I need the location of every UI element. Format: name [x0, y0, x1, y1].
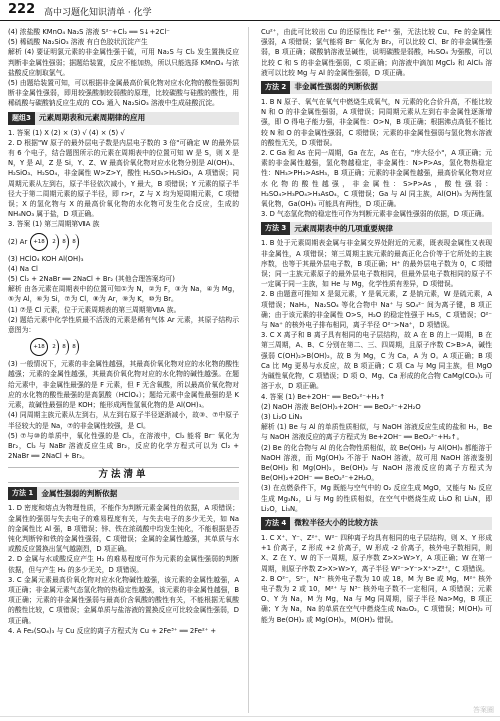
answer-line: 解析 由各元素在周期表中的位置可知①为 N，②为 F，③为 Na，④为 Mg，⑤为 Al，⑥为 Si，⑦为 Cl，⑧为 Ar，⑨为 K，⑩为 Br。	[8, 285, 239, 304]
section-title: 元素周期表和元素周期律的应用	[38, 113, 146, 123]
answer-line: 1. D 密度和熔点为物理性质，不能作为判断元素金属性的依据，A 项错误；金属性的强弱与失去电子的难易程度有关，与失去电子的多少无关，如 Na 的金属性比 Al 强，B 项错误；锌、铁在浓硫酸中均发生钝化，不能根据是否钝化判断锌和铁的金属性强弱，C 项错误；金属的金属性越强，其单质与水或酸反应置换出氢气越剧烈，D 项正确。	[8, 504, 239, 554]
section-tag: 题组3	[8, 112, 35, 125]
bottom-rule	[0, 716, 500, 717]
section-tag: 方法 3	[261, 222, 290, 235]
column-divider	[248, 27, 249, 713]
section-tag: 方法 1	[8, 487, 37, 500]
section-title: 非金属性强弱的判断依据	[294, 82, 378, 92]
answer-line: (3) 在点燃条件下，Mg 既能与空气中的 O₂ 反应生成 MgO，又能与 N₂ 反应生成 Mg₃N₂，Li 与 Mg 的性质相似，在空气中燃烧生成 Li₂O 和 Li₃N，即 Li₂O，Li₃N。	[261, 484, 492, 513]
method-list-title: 方法清单	[98, 469, 149, 481]
section-bar-nonmetallicity	[261, 81, 492, 94]
electron-shell: 8	[70, 234, 79, 250]
section-bar-particle-radius	[261, 517, 492, 530]
answer-line: 2. B 由题意可推知 X 是氮元素，Y 是氧元素，Z 是钠元素，W 是硫元素，A 项错误；NaH₂，Na₂SO₄ 等化合物中 Na⁺ 与 SO₄²⁻ 间为离子键，B 项正确；由于该元素的非金属性 O>S，H₂O 的稳定性强于 H₂S，C 项错误；O²⁻ 与 Na⁺ 的核外电子排布相同，离子半径 O²⁻>Na⁺，D 项错误。	[261, 290, 492, 330]
section-bar-metallicity	[8, 487, 239, 500]
section-title: 金属性强弱的判断依据	[41, 488, 118, 498]
left-top-line: 解析 (4) 要证明氯元素的非金属性强于硫，可用 Na₂S 与 Cl₂ 发生置换反应判断非金属性强弱；据题给装置，反应不能加热，所以只能选择 KMnO₄ 与浓盐酸反应制取氯气。	[8, 48, 239, 77]
answer-line: (2) Be 的化合物与 Al 的化合物性质相似，故 Be(OH)₂ 与 Al(OH)₃ 都能溶于 NaOH 溶液，而 Mg(OH)₂ 不溶于 NaOH 溶液，故可用 NaOH 溶液鉴别 Be(OH)₂ 和 Mg(OH)₂，Be(OH)₂ 与 NaOH 溶液反应的离子方程式为 Be(OH)₂+2OH⁻ ══ BeO₂²⁻+2H₂O。	[261, 443, 492, 483]
atom-label: (2) Ar	[8, 237, 28, 246]
answer-line: 3. C X 离子和 B 离子具有相同的电子层结构，故 A 在 B 的上一周期，B 在第三周期，A、B、C 分别在第二、三、四周期，且原子序数 C>B>A，碱性强弱 C(OH)₂>B(OH)₂，故 B 为 Mg，C 为 Ca，A 为 O。A 项正确；B 项 Ca 比 Mg 更易与水反应，故 B 项正确；C 项 Ca 与 Mg 同主族，但 MgO 为碱性氧化物，C 项错误；D 项 O、Mg、Ca 形成的化合物 CaMg(CO₃)₂ 可溶于水，D 项正确。	[261, 331, 492, 391]
electron-shell: 2	[50, 234, 59, 250]
answer-line: 2. C Ga 和 As 在同一周期，Ga 在左，As 在右，"序大径小"，A 项正确；元素的非金属性越强，氢化物越稳定，非金属性：N>P>As，氢化物热稳定性：NH₃>PH₃>AsH₃，B 项正确；元素的非金属性越强，最高价氧化物对应水化物的酸性越强，非金属性：S>P>As，酸性强弱：H₂SO₄>H₃PO₄>H₃AsO₄，C 项错误；Ga 与 Al 同主族，Al(OH)₃ 为两性氢氧化物，Ga(OH)₃ 可能具有两性，D 项正确。	[261, 149, 492, 209]
answer-line: (1) ⑦是 Cl 元素，位于元素周期表的第三周期第ⅦA 族。	[8, 305, 181, 314]
answer-line: 1. 答案 (1) X (2) × (3) √ (4) × (5) √	[8, 128, 125, 137]
left-column	[8, 27, 239, 717]
left-top-line: (5) 由题给装置可知，可以根据非金属最高价氧化物对应水化物的酸性强弱判断非金属性强弱，即用较强酸制较弱酸的原理，比较碳酸与硅酸的酸性，用稀硫酸与碳酸钠反应生成的 CO₂ 通入 Na₂SiO₃ 溶液中生成硅酸沉淀。	[8, 79, 239, 108]
answer-line: (3) HClO₄ KOH Al(OH)₃	[8, 254, 84, 263]
answer-line: 1. B 处于元素周期表金属与非金属交界处附近的元素，既表现金属性又表现非金属性，A 项错误；第三周期主族元素的最高正化合价等于它所处的主族序数，也等于其最外层电子数，B 项正确；H⁺ 的最外层电子数为 0，C 项错误；同一主族元素原子的最外层电子数相同，但最外层电子数相同的原子不一定属于同一主族，如 He 与 Mg，化学性质有差异，D 项错误。	[261, 239, 492, 289]
answer-line: (3) 一般情况下，元素的非金属性越强，其最高价氧化物对应的水化物的酸性越强；元素的金属性越强，其最高价氧化物对应的水化物的碱性越强。在题给元素中，非金属性最强的是 F 元素，但 F 无含氧酸，所以最高价氧化物对应的水化物的酸性最强的是高氯酸（HClO₄）；题给元素中金属性最强的是 K 元素，故碱性最强的是 KOH；能形成两性氢氧化物的是 Al(OH)₃。	[8, 360, 239, 410]
page-number: 222	[8, 2, 36, 17]
answer-line: 1. C X⁺、Y⁻、Z²⁺、W²⁻ 四种离子均具有相同的电子层结构，则 X、Y 形成 +1 价离子，Z 形成 +2 价离子，W 形成 -2 价离子，核外电子数相同，则 X、Z 在 Y、W 的下一周期，原子序数 Z>X>W>Y，A 项正确；W 在第一周期，则原子序数 Z>X>W>Y，离子半径 W²⁻>Y⁻>X⁺>Z²⁺，C 项错误。	[261, 533, 492, 573]
electron-shell: 8	[60, 234, 69, 250]
section-bar-periodic-rules	[261, 222, 492, 235]
answer-line: (5) Cl₂ + 2NaBr ══ 2NaCl + Br₂ (其他合理答案均可)	[8, 275, 175, 284]
section-bar-periodic-table	[8, 112, 239, 125]
right-column	[261, 27, 492, 717]
answer-line: 3. C 金属元素最高价氧化物对应水化物碱性越强，该元素的金属性越强，A 项正确；非金属元素气态氢化物的热稳定性越强，该元素的非金属性越强，B 项正确；元素的非金属性强弱与最高价含氧酸的酸性有关，不能根据无氧酸的酸性比较，C 项错误；金属单质与盐溶液的置换反应可比较金属性强弱，D 项正确。	[8, 575, 239, 625]
answer-line: (4) Na Cl	[8, 264, 38, 273]
atomic-structure-diagram	[8, 231, 239, 253]
answer-line: (5) ⑦与⑩的单质中，氧化性强的是 Cl₂，在溶液中，Cl₂ 能将 Br⁻ 氧化为 Br₂，Cl₂ 与 NaBr 溶液反应生成 Br₂，反应的化学方程式可以为 Cl₂ + 2NaBr ══ 2NaCl + Br₂。	[8, 431, 239, 461]
page-header	[0, 0, 500, 21]
section-tag: 方法 2	[261, 81, 290, 94]
electron-shell: 8	[70, 339, 79, 355]
atom-nucleus: +18	[30, 338, 48, 356]
atom-nucleus: +18	[30, 233, 48, 251]
answer-line: (4) 同周期主族元素从左到右，从左到右原子半径逐渐减小，故③、⑦中原子半径较大的是 Na，⑦的非金属性较强，是 Cl。	[8, 411, 239, 430]
answer-line: 2. D 金属与水或酸反应产生 H₂ 的难易程度可作为元素的金属性强弱的判断依据，但与产生 H₂ 的多少无关，D 项错误。	[8, 555, 239, 574]
watermark: 答案圈	[473, 706, 494, 714]
section-tag: 方法 4	[261, 517, 290, 530]
answer-line: 2. D 根据"W 原子的最外层电子数是内层电子数的 3 倍"可确定 W 的最外层有 6 个电子，结合题图所示的元素在周期表中的位置可知 W 是 S，则 X 是 N，Y 是 Al，Z 是 Si，Y、Z、W 最高价氧化物对应水化物分别是 Al(OH)₃、H₂SiO₃、H₂SO₄，非金属性 W>Z>Y，酸性 H₂SO₄>H₂SiO₃，A 项错误；同周期元素从左到右，原子半径依次减小，Y 最大，B 项错误；Y 元素的原子半径大于第二周期元素的原子半径，即 r>r，Z 与 X 均为短周期元素，C 项错误；X 的氢化物与 X 的最高价氧化物的水化物可发生化合反应，生成的 NH₄NO₃ 属于盐，D 项正确。	[8, 138, 239, 219]
answer-line: 3. D 气态氢化物的稳定性可作为判断元素非金属性强弱的依据，D 项正确。	[261, 210, 489, 219]
answer-line: (2) NaOH 溶液 Be(OH)₂+2OH⁻ ══ BeO₂²⁻+2H₂O	[261, 402, 421, 411]
answer-line: 3. 答案 (1) 第三周期第ⅦA 族	[8, 220, 100, 229]
answer-line: (2) 题给元素中化学性质最不活泼的元素是稀有气体 Ar 元素，其原子结构示意图为：	[8, 315, 239, 335]
answer-line: 2. B O²⁻，S²⁻，N³⁻ 核外电子数为 10 或 18，M 为 Be 或 Mg，M²⁺ 核外电子数为 2 或 10，M²⁺ 与 N³⁻ 核外电子数不一定相同，A 项错误；元素 O、Y 为 Na，M 为 Mg，Na 与 Mg 同周期，原子半径 Na>Mg，B 项正确；Y 为 Na，Na 的单质在空气中燃烧生成 Na₂O₂，C 项错误；M(OH)₂ 可能为 Be(OH)₂ 或 Mg(OH)₂，M(OH)₂ 错误。	[261, 574, 492, 624]
section-title: 微粒半径大小的比较方法	[294, 518, 378, 528]
electron-shell: 2	[50, 339, 59, 355]
section-title: 元素周期表中的几项重要规律	[294, 223, 394, 233]
page-running-title: 高中习题化知识清单 · 化学	[44, 8, 152, 18]
left-top-line: (5) 稀硫酸 Na₂SiO₃ 溶液 有白色胶状沉淀产生	[8, 38, 148, 47]
answer-line: (3) Li₂O LiN₃	[261, 412, 303, 421]
answer-line: 1. B N 原子、氧气在氧气中燃烧生成氧气，N 元素的化合价升高，不能比较 N 和 O 的非金属性强弱，A 项错误；同周期元素从左到右非金属性逐渐增强，即 O 得电子能力强，非金属性：O>N，B 项正确；根据沸点高低不能比较 N 和 O 的非金属性强弱，C 项错误；元素的非金属性强弱与氢化物水溶液的酸性无关，D 项错误。	[261, 98, 492, 147]
atomic-structure-diagram	[8, 336, 239, 358]
answer-line: 4. 答案 (1) Be+2OH⁻ ══ BeO₂²⁻+H₂↑	[261, 392, 386, 401]
electron-shell: 8	[60, 339, 69, 355]
left-top-line: (4) 浓盐酸 KMnO₄ Na₂S 溶液 S²⁻+Cl₂ ══ S↓+2Cl⁻	[8, 28, 170, 36]
method-list-heading	[8, 467, 239, 483]
answer-line: 解析 (1) Be 与 Al 的单质性质相似，与 NaOH 溶液反应生成的盐和 H₂，Be 与 NaOH 溶液反应的离子方程式为 Be+2OH⁻ ══ BeO₂²⁻+H₂↑。	[261, 423, 492, 442]
answer-line: Cu²⁺，由此可比较出 Cu 的还原性比 Fe²⁺ 强，无法比较 Cu、Fe 的金属性强弱，A 项错误；氯气能将 Br⁻ 氧化为 Br₂，可以比较 Cl、Br 的非金属性强弱，B 项正确；碳酸钠溶液呈碱性，说明碳酸是弱酸，H₂SO₄ 为强酸，可以比较 C 和 S 的非金属性强弱，C 项正确；向溶液中滴加 MgCl₂ 和 AlCl₃ 溶液可以比较 Mg 与 Al 的金属性强弱，D 项正确。	[261, 28, 492, 77]
answer-line: 4. A Fe₂(SO₄)₃ 与 Cu 反应的离子方程式为 Cu + 2Fe³⁺ ══ 2Fe²⁺ +	[8, 626, 217, 635]
